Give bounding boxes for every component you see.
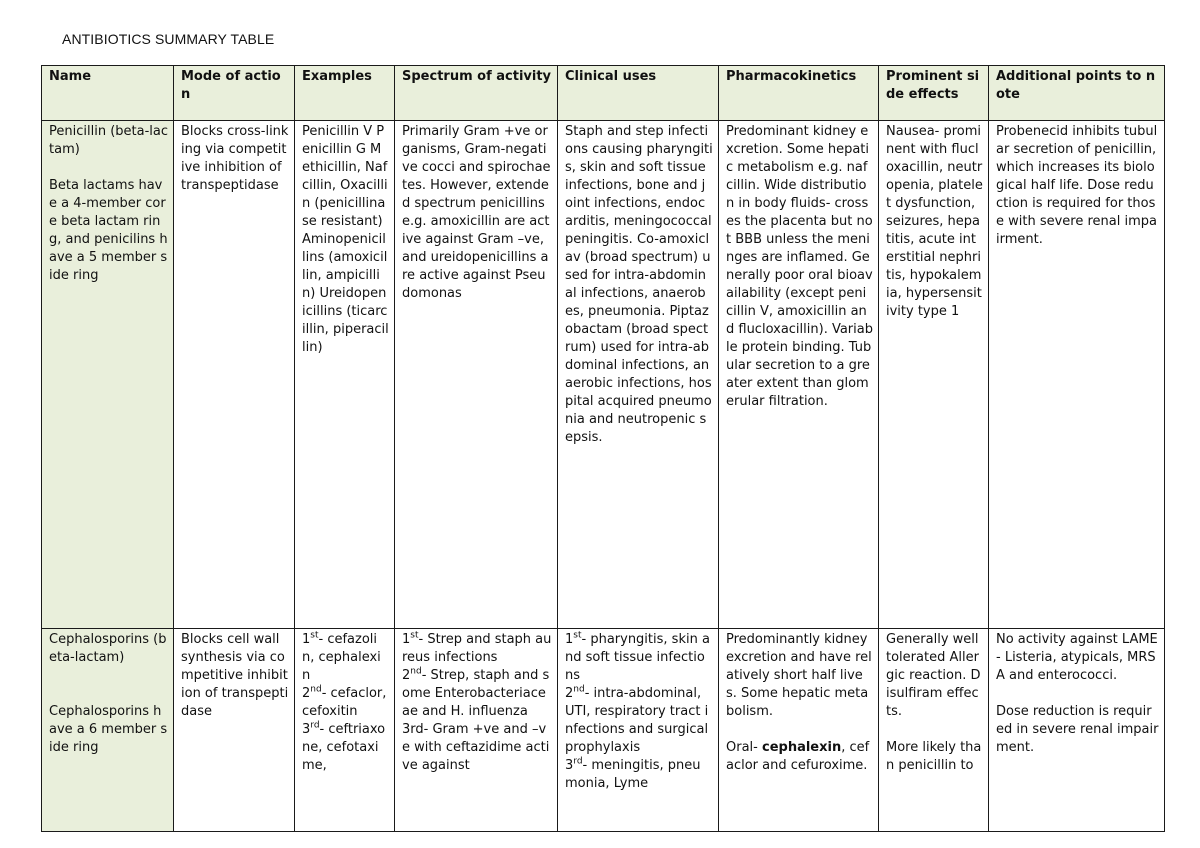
generation-list [402,631,552,775]
generation-suffix: nd [410,666,422,677]
header-name: Name [42,66,174,121]
generation-number: 1 [565,632,574,647]
pk-oral-rest: , cefaclor and cefuroxime. [726,740,870,773]
generation-line [302,721,389,775]
document-title: ANTIBIOTICS SUMMARY TABLE [62,31,275,47]
generation-number: 2 [565,686,574,701]
generation-text: - meningitis, pneumonia, Lyme [565,758,701,791]
generation-line [402,721,552,775]
mode-cell: Blocks cross-linking via competitive inhibition of transpeptidase [174,121,295,629]
spectrum-cell [395,629,558,832]
generation-list [565,631,713,793]
generation-number: 1 [302,632,311,647]
generation-line [565,631,713,685]
table-row [42,629,1165,832]
generation-number: 1 [402,632,411,647]
drug-class-name: Penicillin (beta-lactam) [49,124,168,157]
generation-text: 3rd- Gram +ve and –ve with ceftazidime active against [402,722,550,773]
generation-suffix: rd [573,756,583,767]
generation-text: - Strep, staph and some Enterobacteriaceae and H. influenza [402,668,550,719]
notes-cell: Probenecid inhibits tubular secretion of penicillin, which increases its biological half life. Dose reduction is required for those with severe renal impairment. [989,121,1165,629]
side-effects-main: Generally well tolerated Allergic reaction. Disulfiram effects. [886,632,981,719]
header-spectrum: Spectrum of activity [395,66,558,121]
generation-line [302,631,389,685]
spectrum-cell: Primarily Gram +ve organisms, Gram-negative cocci and spirochaetes. However, extended spectrum penicillins e.g. amoxicillin are active against Gram –ve, and ureidopenicillins are active against Pseudomonas [395,121,558,629]
generation-line [302,685,389,721]
table-header-row [42,66,1165,121]
notes-main: No activity against LAME- Listeria, atypicals, MRSA and enterococci. [996,632,1158,683]
generation-text: - intra-abdominal, UTI, respiratory tract infections and surgical prophylaxis [565,686,709,755]
mode-cell: Blocks cell wall synthesis via competitive inhibition of transpeptidase [174,629,295,832]
drug-class-name: Cephalosporins (beta-lactam) [49,632,167,665]
notes-cell [989,629,1165,832]
header-clinical-uses: Clinical uses [558,66,719,121]
antibiotics-summary-table [41,65,1165,832]
name-cell [42,121,174,629]
header-pharmacokinetics: Pharmacokinetics [719,66,879,121]
pk-main-text: Predominantly kidney excretion and have relatively short half lives. Some hepatic metabolism. [726,632,872,719]
generation-number: 2 [402,668,411,683]
generation-number: 3 [565,758,574,773]
generation-text: - cefaclor, cefoxitin [302,686,387,719]
clinical-uses-cell: Staph and step infections causing pharyngitis, skin and soft tissue infections, bone and joint infections, endocarditis, meningococcal peningitis. Co-amoxiclav (broad spectrum) used for intra-abdominal infections, anaerobes, pneumonia. Piptazobactam (broad spectrum) used for intra-abdominal infections, anaerobic infections, hospital acquired pneumonia and neutropenic sepsis. [558,121,719,629]
generation-number: 2 [302,686,311,701]
generation-suffix: nd [310,684,322,695]
generation-line [565,685,713,757]
examples-cell [295,629,395,832]
pk-oral-text [726,739,873,775]
pk-oral-prefix: Oral- [726,740,762,755]
generation-line [402,667,552,721]
pk-oral-bold: cephalexin [761,740,842,755]
header-additional-points: Additional points to note [989,66,1165,121]
drug-class-note: Beta lactams have a 4-member core beta lactam ring, and penicilins have a 5 member side ring [49,178,168,283]
generation-suffix: st [310,630,319,641]
clinical-uses-cell [558,629,719,832]
generation-suffix: st [410,630,419,641]
generation-line [402,631,552,667]
generation-suffix: rd [310,720,320,731]
header-mode-of-action: Mode of action [174,66,295,121]
examples-cell: Penicillin V Penicillin G Methicillin, Nafcillin, Oxacillin (penicillinase resistant) Aminopenicillins (amoxicillin, ampicillin) Ureidopenicillins (ticarcillin, piperacillin) [295,121,395,629]
drug-class-note: Cephalosporins have a 6 member side ring [49,704,168,755]
side-effects-more: More likely than penicillin to [886,740,982,773]
generation-text: - Strep and staph aureus infections [402,632,552,665]
generation-text: - pharyngitis, skin and soft tissue infections [565,632,710,683]
table-row [42,121,1165,629]
side-effects-cell: Nausea- prominent with flucloxacillin, neutropenia, platelet dysfunction, seizures, hepatitis, acute interstitial nephritis, hypokalemia, hypersensitivity type 1 [879,121,989,629]
generation-text: - ceftriaxone, cefotaxime, [302,722,386,773]
header-side-effects: Prominent side effects [879,66,989,121]
generation-list [302,631,389,775]
generation-number: 3 [302,722,311,737]
generation-suffix: nd [573,684,585,695]
side-effects-cell [879,629,989,832]
generation-line [565,757,713,793]
generation-suffix: st [573,630,582,641]
name-cell [42,629,174,832]
pharmacokinetics-cell: Predominant kidney excretion. Some hepatic metabolism e.g. nafcillin. Wide distribution in body fluids- crosses the placenta but not BBB unless the meninges are inflamed. Generally poor oral bioavailability (except penicillin V, amoxicillin and flucloxacillin). Variable protein binding. Tubular secretion to a greater extent than glomerular filtration. [719,121,879,629]
header-examples: Examples [295,66,395,121]
generation-text: - cefazolin, cephalexin [302,632,381,683]
pharmacokinetics-cell [719,629,879,832]
notes-dose: Dose reduction is required in severe renal impairment. [996,704,1159,755]
